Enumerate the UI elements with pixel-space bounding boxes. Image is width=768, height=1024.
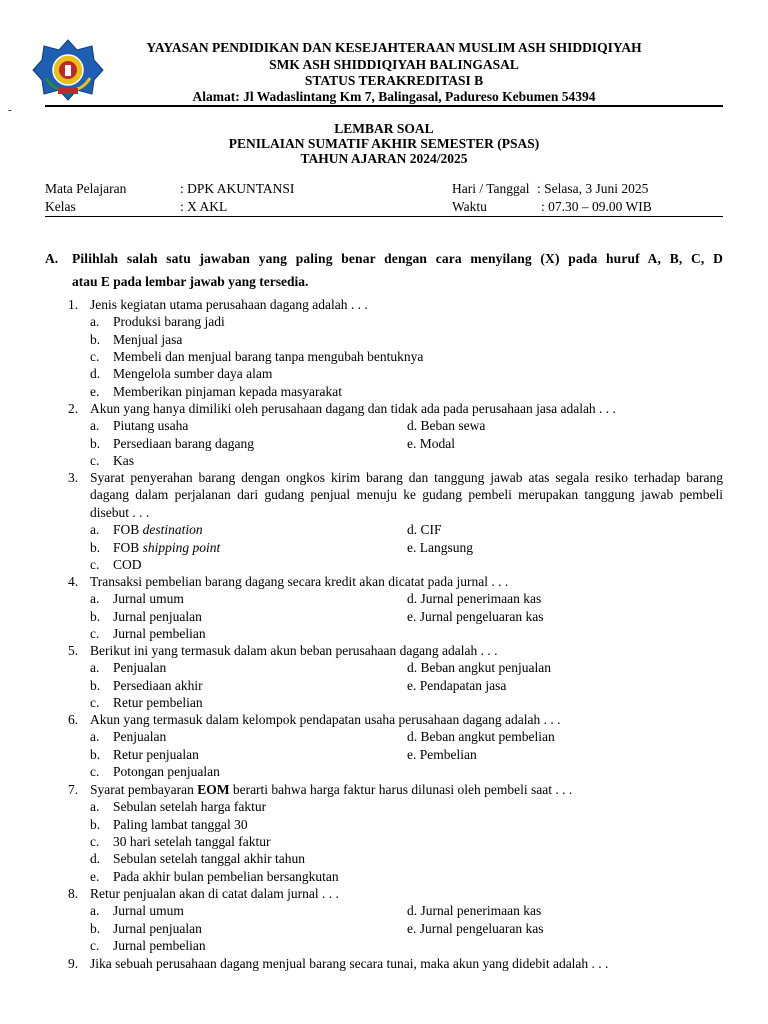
- option-letter-c: c.: [90, 626, 100, 641]
- option-e: e. Pendapatan jasa: [407, 678, 507, 693]
- option-a: Jurnal umum: [113, 903, 184, 918]
- date-label: Hari / Tanggal: [452, 181, 530, 196]
- option-b: Retur penjualan: [113, 747, 199, 762]
- question-text-bold: EOM: [197, 782, 230, 797]
- question-number: 7.: [68, 782, 79, 797]
- option-c: Kas: [113, 453, 134, 468]
- question-number: 9.: [68, 956, 79, 971]
- option-letter-e: e.: [90, 384, 100, 399]
- option-letter-b: b.: [90, 609, 101, 624]
- question-text: Retur penjualan akan di catat dalam jurnal . . .: [90, 886, 339, 901]
- option-b: Menjual jasa: [113, 332, 183, 347]
- option-letter-c: c.: [90, 695, 100, 710]
- option-letter-c: c.: [90, 834, 100, 849]
- option-e: Pada akhir bulan pembelian bersangkutan: [113, 869, 339, 884]
- option-letter-a: a.: [90, 522, 100, 537]
- option-c: 30 hari setelah tanggal faktur: [113, 834, 271, 849]
- question-text-pre: Syarat pembayaran: [90, 782, 198, 797]
- option-e: e. Modal: [407, 436, 455, 451]
- option-a: Penjualan: [113, 729, 167, 744]
- option-a: Piutang usaha: [113, 418, 189, 433]
- question-number: 1.: [68, 297, 79, 312]
- option-letter-b: b.: [90, 747, 101, 762]
- question-9: [0, 955, 768, 975]
- option-d: d. Beban angkut penjualan: [407, 660, 551, 675]
- option-d: d. CIF: [407, 522, 442, 537]
- option-b-italic: shipping point: [142, 540, 221, 555]
- academic-year: TAHUN AJARAN 2024/2025: [300, 151, 468, 166]
- question-5: [0, 642, 768, 712]
- question-6: [0, 711, 768, 781]
- option-c: Potongan penjualan: [113, 764, 220, 779]
- option-letter-a: a.: [90, 903, 100, 918]
- option-a-italic: destination: [142, 522, 203, 537]
- question-text: Transaksi pembelian barang dagang secara kredit akan dicatat pada jurnal . . .: [90, 574, 509, 589]
- option-letter-b: b.: [90, 332, 101, 347]
- option-letter-c: c.: [90, 557, 100, 572]
- option-letter-a: a.: [90, 314, 100, 329]
- option-d: Mengelola sumber daya alam: [113, 366, 273, 381]
- option-b: [113, 539, 220, 556]
- option-b: Paling lambat tanggal 30: [113, 817, 248, 832]
- header-divider: [45, 105, 723, 107]
- option-letter-a: a.: [90, 591, 100, 606]
- date-value: : Selasa, 3 Juni 2025: [537, 181, 649, 196]
- option-letter-b: b.: [90, 540, 101, 555]
- option-a: Produksi barang jadi: [113, 314, 225, 329]
- option-letter-c: c.: [90, 453, 100, 468]
- option-b-prefix: FOB: [113, 540, 143, 555]
- question-4: [0, 573, 768, 643]
- option-d: Sebulan setelah tanggal akhir tahun: [113, 851, 305, 866]
- option-c: Retur pembelian: [113, 695, 203, 710]
- option-b: Persediaan barang dagang: [113, 436, 254, 451]
- section-a-letter: A.: [45, 251, 59, 266]
- option-d: d. Jurnal penerimaan kas: [407, 903, 542, 918]
- option-e: e. Jurnal pengeluaran kas: [407, 921, 544, 936]
- option-d: d. Jurnal penerimaan kas: [407, 591, 542, 606]
- option-letter-a: a.: [90, 660, 100, 675]
- question-number: 6.: [68, 712, 79, 727]
- option-letter-c: c.: [90, 764, 100, 779]
- question-text-post: berarti bahwa harga faktur harus dilunasi oleh pembeli saat . . .: [229, 782, 573, 797]
- question-8: [0, 885, 768, 955]
- subject-label: Mata Pelajaran: [45, 181, 127, 196]
- option-a-prefix: FOB: [113, 522, 143, 537]
- subject-value: : DPK AKUNTANSI: [180, 181, 295, 196]
- option-letter-b: b.: [90, 817, 101, 832]
- question-number: 2.: [68, 401, 79, 416]
- question-number: 3.: [68, 470, 79, 485]
- question-text: Akun yang hanya dimiliki oleh perusahaan dagang dan tidak ada pada perusahaan jasa adalah . . .: [90, 401, 616, 416]
- question-number: 5.: [68, 643, 79, 658]
- question-1: [0, 296, 768, 401]
- question-text: Jenis kegiatan utama perusahaan dagang adalah . . .: [90, 297, 368, 312]
- option-letter-c: c.: [90, 938, 100, 953]
- school-address: Alamat: Jl Wadaslintang Km 7, Balingasal, Padureso Kebumen 54394: [192, 89, 596, 104]
- class-label: Kelas: [45, 199, 76, 214]
- option-a: Penjualan: [113, 660, 167, 675]
- option-c: Jurnal pembelian: [113, 938, 206, 953]
- option-letter-b: b.: [90, 921, 101, 936]
- exam-name: PENILAIAN SUMATIF AKHIR SEMESTER (PSAS): [228, 136, 540, 151]
- question-3: [0, 469, 768, 574]
- question-text: Akun yang termasuk dalam kelompok pendapatan usaha perusahaan dagang adalah . . .: [90, 712, 561, 727]
- question-text: Jika sebuah perusahaan dagang menjual barang secara tunai, maka akun yang didebit adalah . . .: [90, 956, 609, 971]
- option-letter-c: c.: [90, 349, 100, 364]
- question-text: [90, 781, 572, 798]
- option-d: d. Beban sewa: [407, 418, 486, 433]
- foundation-name: YAYASAN PENDIDIKAN DAN KESEJAHTERAAN MUSLIM ASH SHIDDIQIYAH: [146, 40, 642, 55]
- option-c: Jurnal pembelian: [113, 626, 206, 641]
- option-e: Memberikan pinjaman kepada masyarakat: [113, 384, 343, 399]
- question-text: Syarat penyerahan barang dengan ongkos kirim barang dan tanggung jawab atas segala resiko terhadap barang dagang dalam perjalanan dari gudang penjual menuju ke gudang pembeli merupakan tanggung jawab pembeli disebut . . .: [90, 470, 723, 520]
- stray-mark: -: [8, 104, 12, 116]
- question-number: 4.: [68, 574, 79, 589]
- option-a: Jurnal umum: [113, 591, 184, 606]
- option-b: Jurnal penjualan: [113, 609, 202, 624]
- school-name: SMK ASH SHIDDIQIYAH BALINGASAL: [269, 57, 519, 72]
- option-e: e. Jurnal pengeluaran kas: [407, 609, 544, 624]
- section-a-instruction-line1: Pilihlah salah satu jawaban yang paling benar dengan cara menyilang (X) pada huruf A, B, C, D: [72, 251, 723, 266]
- info-divider: [45, 216, 723, 217]
- option-c: COD: [113, 557, 142, 572]
- option-letter-e: e.: [90, 869, 100, 884]
- accreditation-status: STATUS TERAKREDITASI B: [304, 73, 484, 88]
- question-number: 8.: [68, 886, 79, 901]
- option-letter-b: b.: [90, 678, 101, 693]
- option-b: Persediaan akhir: [113, 678, 203, 693]
- option-letter-b: b.: [90, 436, 101, 451]
- option-letter-a: a.: [90, 729, 100, 744]
- option-a: [113, 521, 203, 538]
- option-e: e. Pembelian: [407, 747, 477, 762]
- question-7: [0, 781, 768, 886]
- question-2: [0, 400, 768, 470]
- time-value: : 07.30 – 09.00 WIB: [541, 199, 652, 214]
- option-letter-a: a.: [90, 799, 100, 814]
- time-label: Waktu: [452, 199, 487, 214]
- question-text: Berikut ini yang termasuk dalam akun beban perusahaan dagang adalah . . .: [90, 643, 498, 658]
- option-letter-d: d.: [90, 851, 101, 866]
- option-c: Membeli dan menjual barang tanpa mengubah bentuknya: [113, 349, 424, 364]
- option-a: Sebulan setelah harga faktur: [113, 799, 267, 814]
- document-title: LEMBAR SOAL: [334, 121, 434, 136]
- option-b: Jurnal penjualan: [113, 921, 202, 936]
- option-letter-d: d.: [90, 366, 101, 381]
- option-letter-a: a.: [90, 418, 100, 433]
- option-d: d. Beban angkut pembelian: [407, 729, 555, 744]
- section-a-instruction-line2: atau E pada lembar jawab yang tersedia.: [72, 274, 309, 289]
- option-e: e. Langsung: [407, 540, 473, 555]
- class-value: : X AKL: [180, 199, 228, 214]
